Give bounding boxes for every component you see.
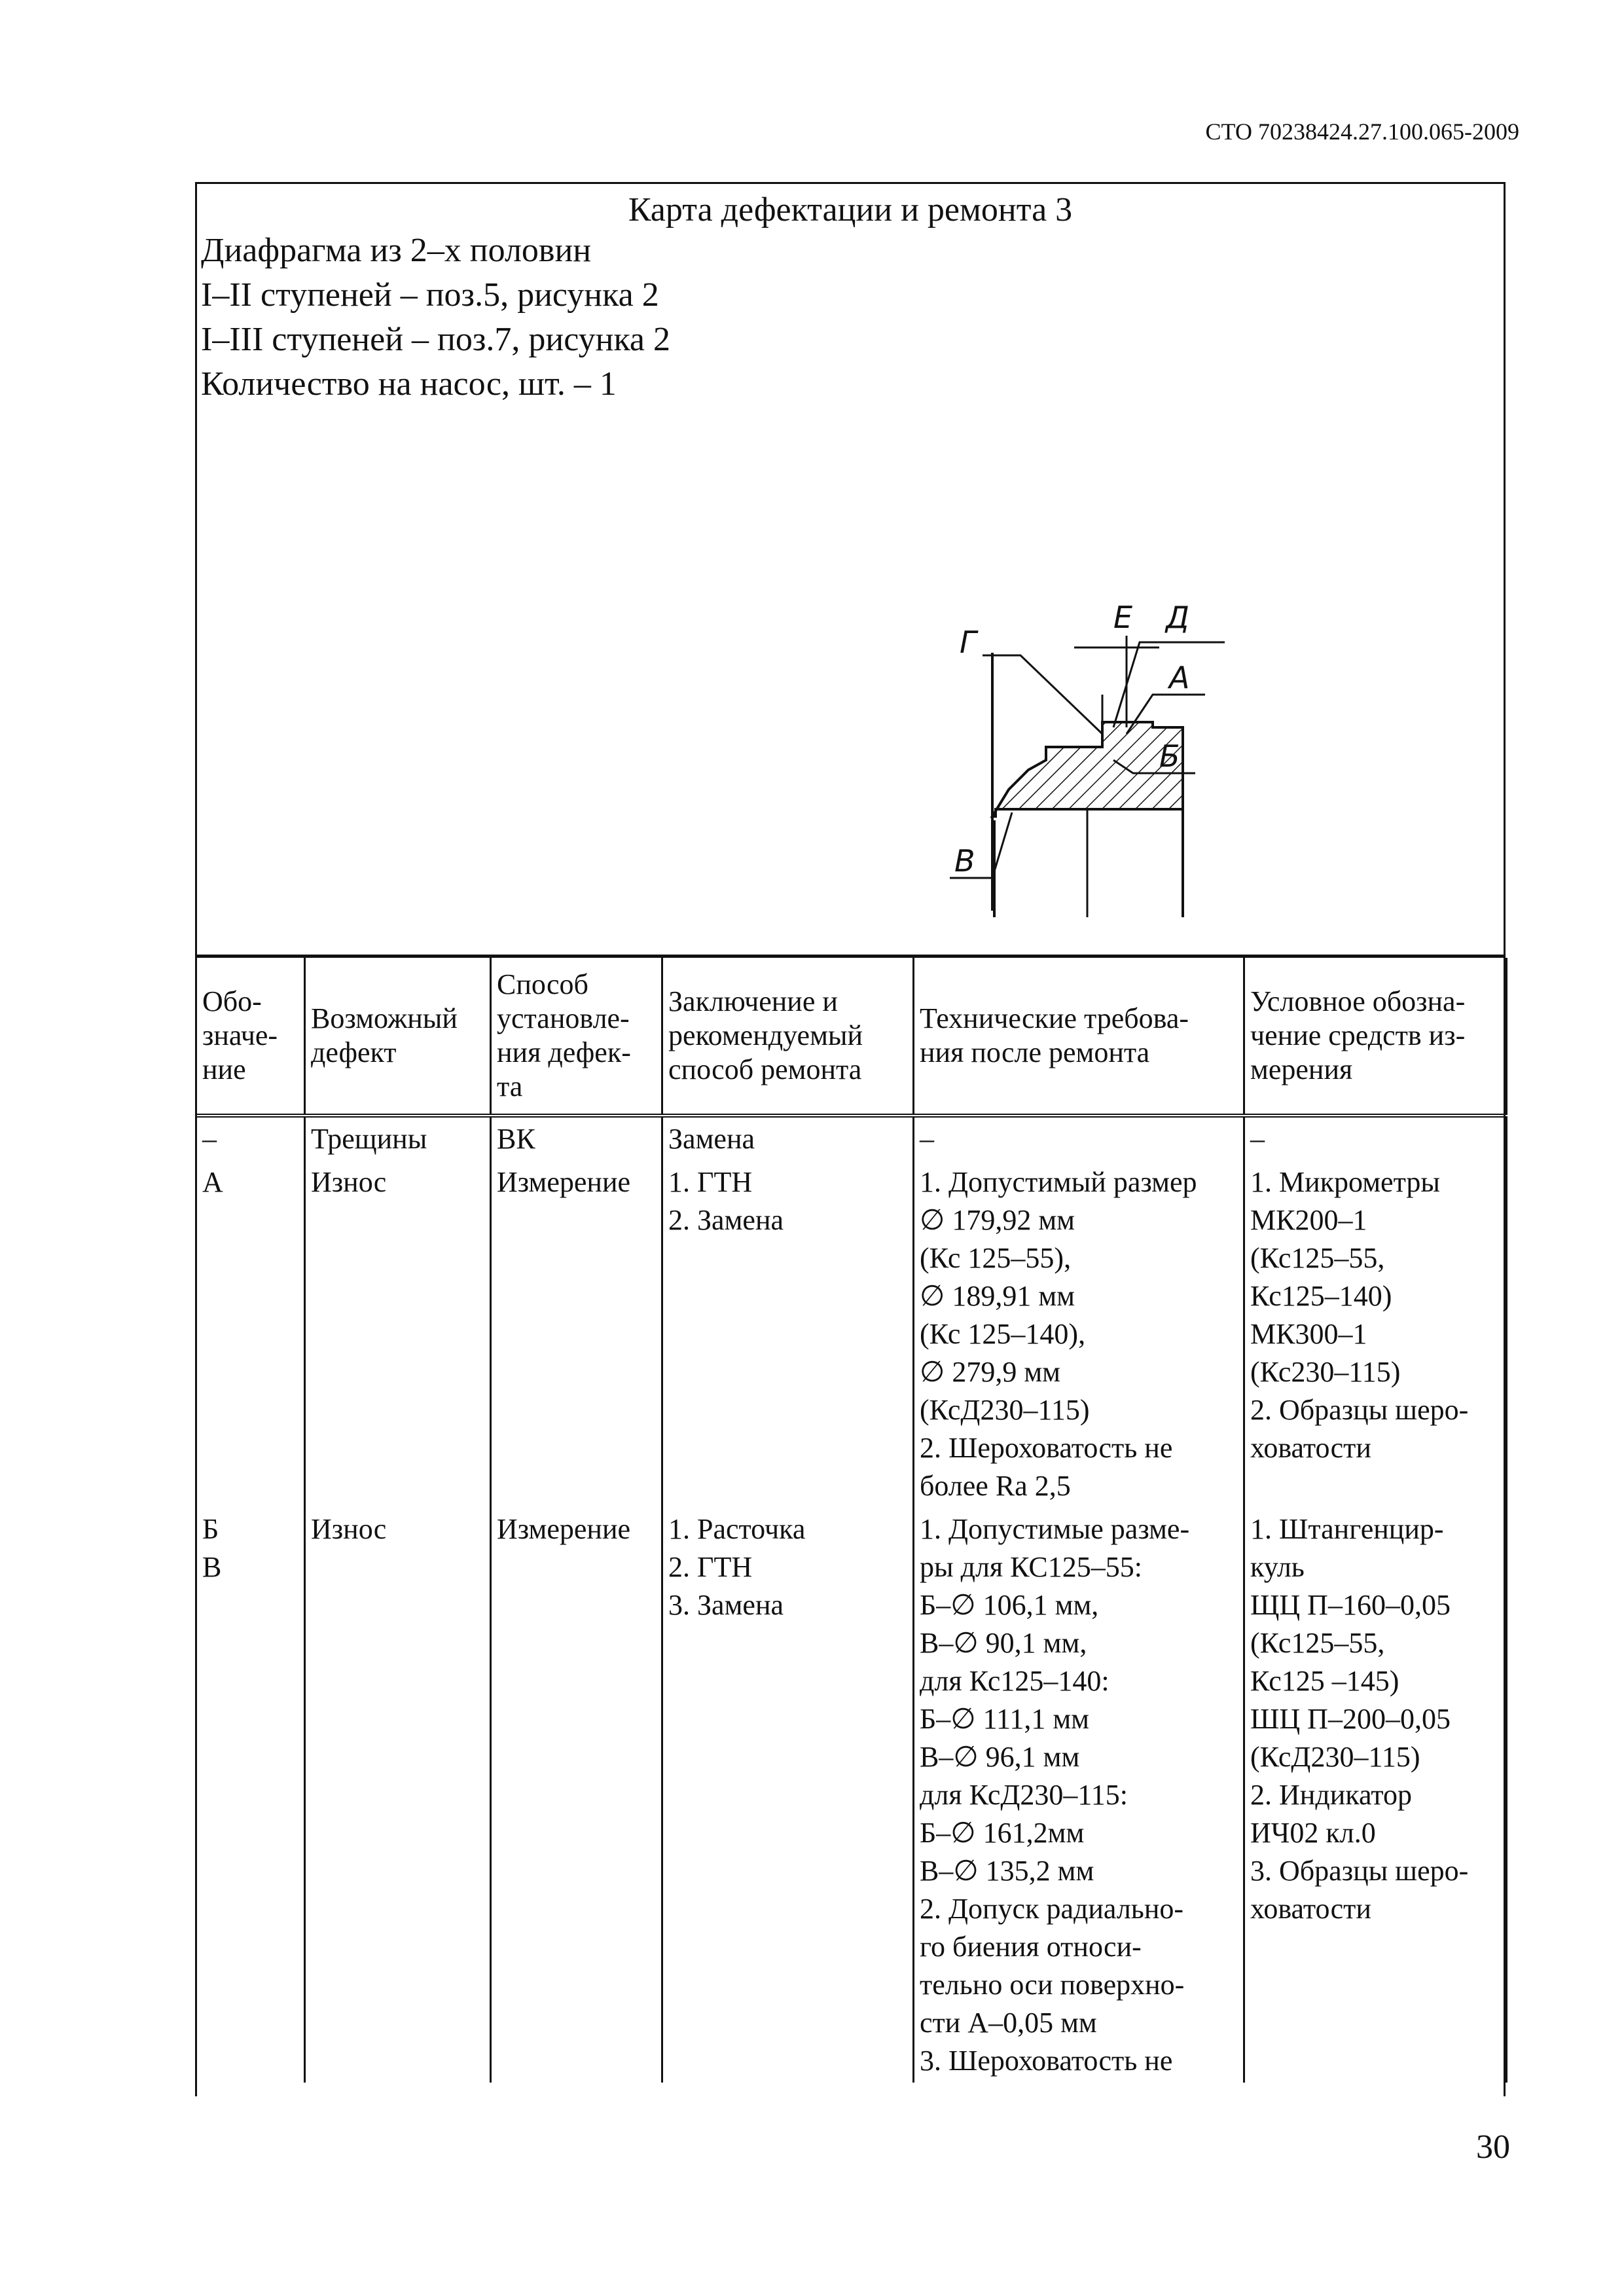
label-b: Б [1159, 738, 1180, 774]
text-line: Трещины [311, 1123, 427, 1155]
cell-conclusion [662, 1161, 914, 1508]
text-line: В [202, 1551, 222, 1583]
text-line: МК300–1 [1250, 1318, 1367, 1350]
text-line: Б [202, 1513, 219, 1545]
text-line: ния дефек- [497, 1036, 631, 1068]
label-d: Д [1166, 600, 1189, 635]
text-line: – [1250, 1123, 1265, 1155]
defect-table [195, 958, 1507, 2083]
text-line: ∅ 189,91 мм [920, 1280, 1075, 1312]
cell-method [491, 1161, 662, 1508]
text-line: 1. Допустимый размер [920, 1166, 1197, 1198]
text-line: дефект [311, 1036, 397, 1068]
text-line: ВК [497, 1123, 535, 1155]
text-line: Способ [497, 968, 588, 1000]
text-line: МК200–1 [1250, 1204, 1367, 1236]
card-line: Диафрагма из 2–х половин [201, 232, 592, 269]
header-instruments [1244, 958, 1507, 1116]
table-row [196, 1116, 1507, 1161]
card-description [201, 228, 670, 407]
text-line: 2. Шероховатость не [920, 1432, 1173, 1464]
text-line: значе- [202, 1019, 278, 1051]
text-line: рекомендуемый [668, 1019, 863, 1051]
text-line: ние [202, 1053, 246, 1085]
text-line: чение средств из- [1250, 1019, 1466, 1051]
text-line: 2. Замена [668, 1204, 784, 1236]
page-number: 30 [1476, 2128, 1510, 2166]
text-line: ИЧ02 кл.0 [1250, 1817, 1376, 1849]
text-line: установле- [497, 1002, 630, 1034]
text-line: тельно оси поверхно- [920, 1969, 1185, 2001]
cell-designation [196, 1161, 305, 1508]
header-conclusion [662, 958, 914, 1116]
text-line: – [202, 1123, 217, 1155]
diaphragm-drawing [708, 420, 1231, 917]
text-line: куль [1250, 1551, 1305, 1583]
text-line: (КсД230–115) [1250, 1741, 1420, 1773]
cell-instruments [1244, 1508, 1507, 2083]
text-line: (Кс 125–55), [920, 1242, 1072, 1274]
text-line: го биения относи- [920, 1931, 1142, 1963]
text-line: мерения [1250, 1053, 1353, 1085]
cell-instruments [1244, 1116, 1507, 1161]
text-line: 3. Замена [668, 1589, 784, 1621]
text-line: В–∅ 135,2 мм [920, 1855, 1094, 1887]
card-line: I–II ступеней – поз.5, рисунка 2 [201, 276, 659, 314]
cell-requirements [914, 1161, 1244, 1508]
header-defect [305, 958, 491, 1116]
text-line: способ ремонта [668, 1053, 862, 1085]
text-line: Условное обозна- [1250, 985, 1466, 1017]
text-line: 3. Образцы шеро- [1250, 1855, 1469, 1887]
text-line: для КсД230–115: [920, 1779, 1128, 1811]
cell-method [491, 1508, 662, 2083]
header-designation [196, 958, 305, 1116]
document-code: СТО 70238424.27.100.065-2009 [1205, 118, 1519, 145]
text-line: та [497, 1070, 523, 1102]
text-line: Кс125–140) [1250, 1280, 1392, 1312]
text-line: Замена [668, 1123, 755, 1155]
card-title: Карта дефектации и ремонта 3 [628, 191, 1073, 228]
text-line: 2. ГТН [668, 1551, 753, 1583]
text-line: ховатости [1250, 1432, 1371, 1464]
text-line: для Кс125–140: [920, 1665, 1110, 1697]
text-line: 3. Шероховатость не [920, 2045, 1173, 2077]
cell-designation [196, 1508, 305, 2083]
text-line: Технические требова- [920, 1002, 1189, 1034]
text-line: Возможный [311, 1002, 458, 1034]
text-line: – [920, 1123, 934, 1155]
card-header [197, 184, 1504, 958]
text-line: ния после ремонта [920, 1036, 1150, 1068]
text-line: (Кс 125–140), [920, 1318, 1086, 1350]
hatched-section [992, 722, 1183, 816]
text-line: 1. Расточка [668, 1513, 806, 1545]
text-line: ры для КС125–55: [920, 1551, 1142, 1583]
label-v: В [954, 843, 975, 879]
text-line: сти А–0,05 мм [920, 2007, 1097, 2039]
cell-defect [305, 1508, 491, 2083]
text-line: В–∅ 96,1 мм [920, 1741, 1080, 1773]
defect-card-frame [195, 182, 1506, 2096]
text-line: ховатости [1250, 1893, 1371, 1925]
header-requirements [914, 958, 1244, 1116]
text-line: ∅ 179,92 мм [920, 1204, 1075, 1236]
text-line: более Ra 2,5 [920, 1470, 1071, 1502]
text-line: Измерение [497, 1513, 631, 1545]
text-line: 2. Индикатор [1250, 1779, 1413, 1811]
text-line: (Кс125–55, [1250, 1242, 1385, 1274]
text-line: 1. Допустимые разме- [920, 1513, 1190, 1545]
text-line: 1. ГТН [668, 1166, 753, 1198]
cell-designation [196, 1116, 305, 1161]
label-g: Г [960, 625, 977, 660]
label-a: А [1169, 660, 1190, 695]
text-line: Измерение [497, 1166, 631, 1198]
text-line: (Кс230–115) [1250, 1356, 1401, 1388]
cell-method [491, 1116, 662, 1161]
text-line: Заключение и [668, 985, 838, 1017]
text-line: 1. Микрометры [1250, 1166, 1440, 1198]
text-line: Износ [311, 1513, 387, 1545]
text-line: А [202, 1166, 223, 1198]
text-line: Б–∅ 106,1 мм, [920, 1589, 1099, 1621]
cell-instruments [1244, 1161, 1507, 1508]
cell-defect [305, 1116, 491, 1161]
text-line: Обо- [202, 985, 262, 1017]
text-line: Б–∅ 111,1 мм [920, 1703, 1090, 1735]
text-line: 1. Штангенцир- [1250, 1513, 1444, 1545]
text-line: 2. Допуск радиально- [920, 1893, 1184, 1925]
text-line: ∅ 279,9 мм [920, 1356, 1061, 1388]
cell-conclusion [662, 1116, 914, 1161]
table-row [196, 1161, 1507, 1508]
table-header-row [196, 958, 1507, 1116]
text-line: В–∅ 90,1 мм, [920, 1627, 1087, 1659]
text-line: (Кс125–55, [1250, 1627, 1385, 1659]
text-line: Б–∅ 161,2мм [920, 1817, 1085, 1849]
text-line: Кс125 –145) [1250, 1665, 1399, 1697]
text-line: ЩЦ П–160–0,05 [1250, 1589, 1451, 1621]
cell-conclusion [662, 1508, 914, 2083]
header-method [491, 958, 662, 1116]
cell-requirements [914, 1116, 1244, 1161]
text-line: (КсД230–115) [920, 1394, 1090, 1426]
table-row [196, 1508, 1507, 2083]
cell-requirements [914, 1508, 1244, 2083]
label-e: Е [1113, 600, 1133, 635]
card-line: Количество на насос, шт. – 1 [201, 365, 617, 403]
text-line: ШЦ П–200–0,05 [1250, 1703, 1451, 1735]
text-line: 2. Образцы шеро- [1250, 1394, 1469, 1426]
text-line: Износ [311, 1166, 387, 1198]
card-line: I–III ступеней – поз.7, рисунка 2 [201, 321, 671, 358]
cell-defect [305, 1161, 491, 1508]
leader-g [983, 655, 1102, 734]
